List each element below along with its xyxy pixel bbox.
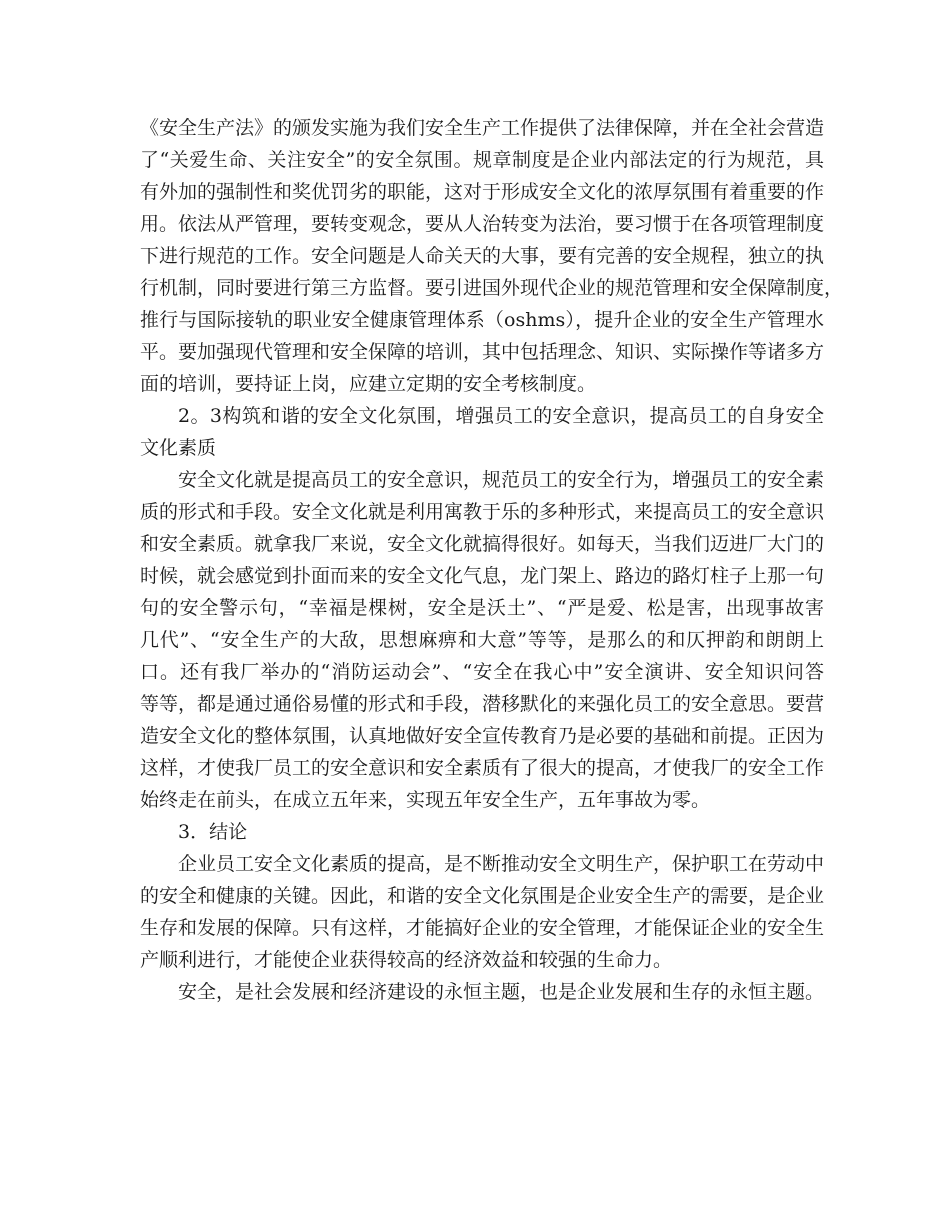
text-line: 这样，才使我厂员工的安全意识和安全素质有了很大的提高，才使我厂的安全工作 bbox=[140, 757, 825, 779]
text-line: 的安全和健康的关键。因此，和谐的安全文化氛围是企业安全生产的需要，是企业 bbox=[140, 885, 825, 907]
body-paragraph bbox=[140, 464, 824, 816]
text-line: 企业员工安全文化素质的提高，是不断推动安全文明生产，保护职工在劳动中 bbox=[178, 853, 825, 875]
text-line: 了“关爱生命、关注安全”的安全氛围。规章制度是企业内部法定的行为规范，具 bbox=[140, 149, 824, 171]
text-line: 文化素质 bbox=[140, 437, 217, 459]
text-line: 行机制，同时要进行第三方监督。要引进国外现代企业的规范管理和安全保障制度， bbox=[140, 277, 844, 299]
text-line: 时候，就会感觉到扑面而来的安全文化气息，龙门架上、路边的路灯柱子上那一句 bbox=[140, 565, 825, 587]
text-line: 几代”、“安全生产的大敌，思想麻痹和大意”等等，是那么的和仄押韵和朗朗上 bbox=[140, 629, 824, 651]
text-line: 2。3构筑和谐的安全文化氛围，增强员工的安全意识，提高员工的自身安全 bbox=[178, 405, 824, 427]
text-line: 有外加的强制性和奖优罚劣的职能，这对于形成安全文化的浓厚氛围有着重要的作 bbox=[140, 181, 825, 203]
text-line: 推行与国际接轨的职业安全健康管理体系（oshms），提升企业的安全生产管理水 bbox=[140, 309, 824, 331]
text-line: 产顺利进行，才能使企业获得较高的经济效益和较强的生命力。 bbox=[140, 949, 673, 971]
text-line: 句的安全警示句，“幸福是棵树，安全是沃土”、“严是爱、松是害，出现事故害 bbox=[140, 597, 824, 619]
text-line: 安全，是社会发展和经济建设的永恒主题，也是企业发展和生存的永恒主题。 bbox=[178, 981, 825, 1003]
text-line: 质的形式和手段。安全文化就是利用寓教于乐的多种形式，来提高员工的安全意识 bbox=[140, 501, 825, 523]
body-paragraph bbox=[140, 976, 824, 1008]
text-line: 平。要加强现代管理和安全保障的培训，其中包括理念、知识、实际操作等诸多方 bbox=[140, 341, 825, 363]
text-line: 始终走在前头，在成立五年来，实现五年安全生产，五年事故为零。 bbox=[140, 789, 711, 811]
text-line: 3．结论 bbox=[178, 821, 248, 843]
text-line: 造安全文化的整体氛围，认真地做好安全宣传教育乃是必要的基础和前提。正因为 bbox=[140, 725, 825, 747]
body-paragraph bbox=[140, 848, 824, 976]
text-line: 《安全生产法》的颁发实施为我们安全生产工作提供了法律保障，并在全社会营造 bbox=[140, 117, 825, 139]
body-paragraph bbox=[140, 112, 844, 400]
text-line: 等等，都是通过通俗易懂的形式和手段，潜移默化的来强化员工的安全意思。要营 bbox=[140, 693, 825, 715]
document-page bbox=[140, 112, 844, 1008]
text-line: 生存和发展的保障。只有这样，才能搞好企业的安全管理，才能保证企业的安全生 bbox=[140, 917, 825, 939]
text-line: 用。依法从严管理，要转变观念，要从人治转变为法治，要习惯于在各项管理制度 bbox=[140, 213, 825, 235]
text-line: 口。还有我厂举办的“消防运动会”、“安全在我心中”安全演讲、安全知识问答 bbox=[140, 661, 824, 683]
section-heading bbox=[140, 816, 824, 848]
text-line: 安全文化就是提高员工的安全意识，规范员工的安全行为，增强员工的安全素 bbox=[178, 469, 825, 491]
text-line: 面的培训，要持证上岗，应建立定期的安全考核制度。 bbox=[140, 373, 597, 395]
section-heading bbox=[140, 400, 824, 464]
text-line: 和安全素质。就拿我厂来说，安全文化就搞得很好。如每天，当我们迈进厂大门的 bbox=[140, 533, 825, 555]
text-line: 下进行规范的工作。安全问题是人命关天的大事，要有完善的安全规程，独立的执 bbox=[140, 245, 825, 267]
